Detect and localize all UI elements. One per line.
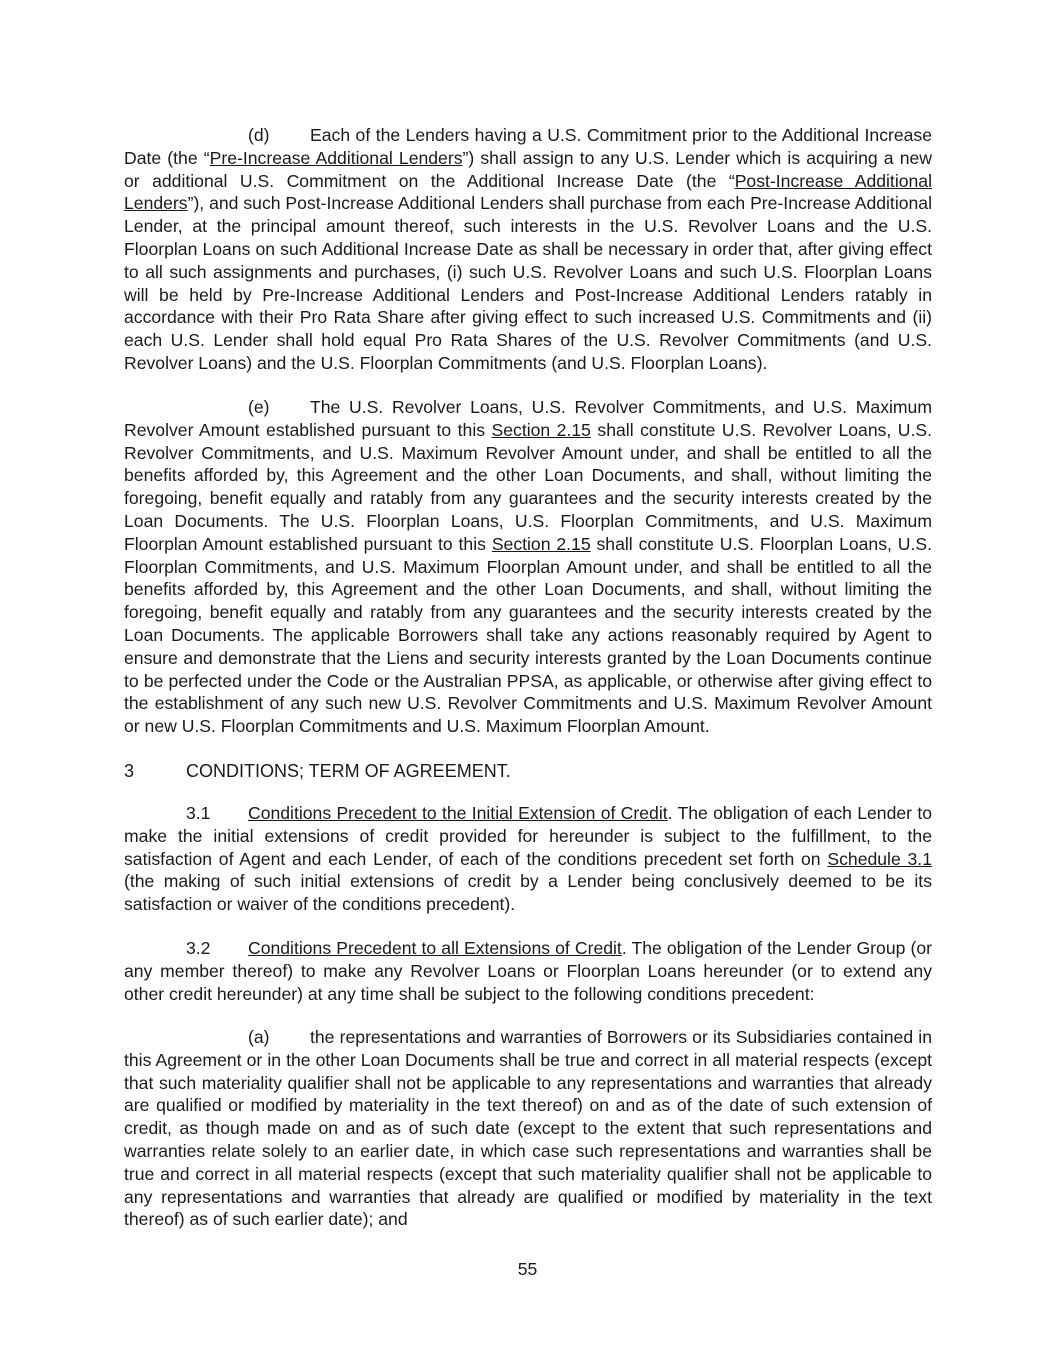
paragraph-label: 3.2 — [186, 938, 211, 958]
paragraph-text: (the making of such initial extensions of credit by a Lender being conclusively deemed to be its satisfaction or waiver of the conditions precedent). — [124, 871, 932, 915]
paragraph-text: ”), and such Post-Increase Additional Lenders shall purchase from each Pre-Increase Additional Lender, at the principal amount thereof, such interests in the U.S. Revolver Loans and the U.S. Floorplan Loans on such Additional Increase Date as shall be necessary in order that, after giving effect to all such assignments and purchases, (i) such U.S. Revolver Loans and such U.S. Floorplan Loans will be held by Pre-Increase Additional Lenders and Post-Increase Additional Lenders ratably in accordance with their Pro Rata Share after giving effect to such increased U.S. Commitments and (ii) each U.S. Lender shall hold equal Pro Rata Shares of the U.S. Revolver Commitments (and U.S. Revolver Loans) and the U.S. Floorplan Commitments (and U.S. Floorplan Loans). — [124, 193, 932, 373]
paragraph-e — [124, 396, 932, 738]
schedule-reference: Schedule 3.1 — [827, 848, 932, 869]
section-heading — [124, 759, 932, 783]
paragraph-3-1 — [124, 802, 932, 916]
paragraph-label: (e) — [248, 397, 270, 417]
paragraph-text: shall constitute U.S. Revolver Loans, U.S. Revolver Commitments, and U.S. Maximum Revolver Amount under, and shall be entitled to all the benefits afforded by, this Agreement and the other Loan Documents, and shall, without limiting the foregoing, benefit equally and ratably from any guarantees and the security interests created by the Loan Documents. The U.S. Floorplan Loans, U.S. Floorplan Commitments, and U.S. Maximum Floorplan Amount established pursuant to this — [124, 419, 932, 554]
paragraph-3-2 — [124, 937, 932, 1005]
section-reference: Section 2.15 — [491, 533, 591, 554]
paragraph-text: Each of the Lenders having a U.S. Commitment prior to the Additional Increase Date (the “ — [124, 125, 932, 168]
paragraph-d — [124, 124, 932, 375]
paragraph-a — [124, 1026, 932, 1231]
paragraph-label: (a) — [248, 1027, 270, 1047]
paragraph-text: the representations and warranties of Borrowers or its Subsidiaries contained in this Agreement or in the other Loan Documents shall be true and correct in all material respects (except that such materiality qualifier shall not be applicable to any representations and warranties that already are qualified or modified by materiality in the text thereof) on and as of the date of such extension of credit, as though made on and as of such date (except to the extent that such representations and warranties relate solely to an earlier date, in which case such representations and warranties shall be true and correct in all material respects (except that such materiality qualifier shall not be applicable to any representations and warranties that already are qualified or modified by materiality in the text thereof) as of such earlier date); and — [124, 1027, 932, 1230]
paragraph-text: . The obligation of each Lender to make the initial extensions of credit provided for hereunder is subject to the fulfillment, to the satisfaction of Agent and each Lender, of each of the conditions precedent set forth on — [124, 803, 933, 869]
subsection-title: Conditions Precedent to the Initial Extension of Credit — [248, 803, 668, 823]
defined-term: Pre-Increase Additional Lenders — [209, 147, 463, 168]
section-title: CONDITIONS; TERM OF AGREEMENT. — [186, 761, 511, 781]
paragraph-text: . The obligation of the Lender Group (or any member thereof) to make any Revolver Loans or Floorplan Loans hereunder (or to extend any other credit hereunder) at any time shall be subject to the following conditions precedent: — [124, 938, 932, 1004]
page-number: 55 — [517, 1259, 538, 1279]
paragraph-text: ”) shall assign to any U.S. Lender which is acquiring a new or additional U.S. Commitment on the Additional Increase Date (the “ — [124, 147, 932, 191]
paragraph-text: shall constitute U.S. Floorplan Loans, U.S. Floorplan Commitments, and U.S. Maximum Floorplan Amount under, and shall be entitled to all the benefits afforded by, this Agreement and the other Loan Documents, and shall, without limiting the foregoing, benefit equally and ratably from any guarantees and the security interests created by the Loan Documents. The applicable Borrowers shall take any actions reasonably required by Agent to ensure and demonstrate that the Liens and security interests granted by the Loan Documents continue to be perfected under the Code or the Australian PPSA, as applicable, or otherwise after giving effect to the establishment of any such new U.S. Revolver Commitments and U.S. Maximum Revolver Amount or new U.S. Floorplan Commitments and U.S. Maximum Floorplan Amount. — [124, 533, 932, 737]
defined-term: Post-Increase Additional Lenders — [124, 170, 932, 214]
section-number: 3 — [124, 761, 135, 781]
paragraph-text: The U.S. Revolver Loans, U.S. Revolver Commitments, and U.S. Maximum Revolver Amount established pursuant to this — [124, 397, 932, 440]
paragraph-label: 3.1 — [186, 803, 211, 823]
subsection-title: Conditions Precedent to all Extensions of Credit — [248, 938, 622, 958]
section-reference: Section 2.15 — [491, 419, 591, 440]
paragraph-label: (d) — [248, 125, 270, 145]
